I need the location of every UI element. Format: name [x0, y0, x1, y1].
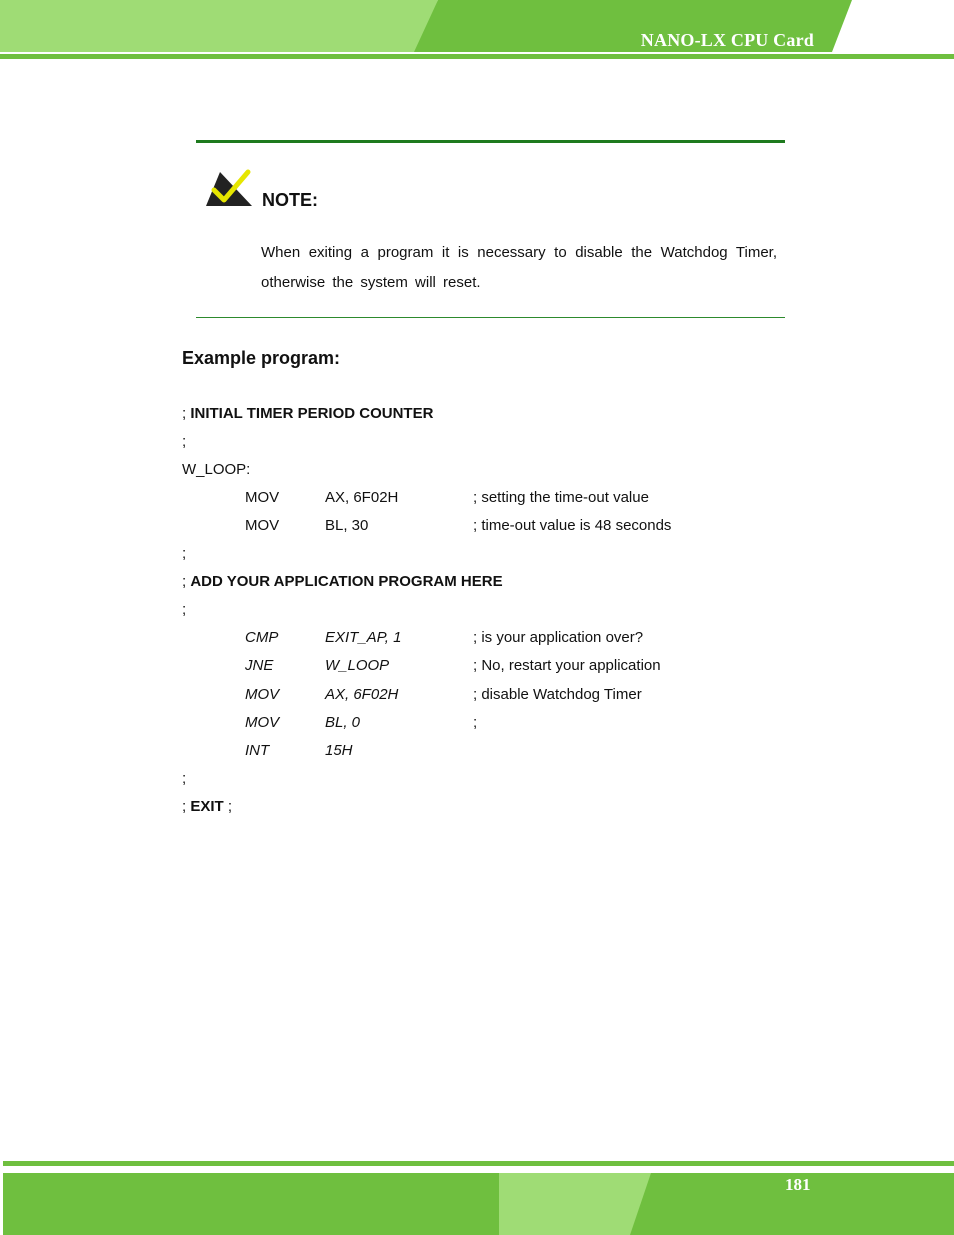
- code-comment: ; setting the time-out value: [473, 489, 649, 506]
- code-separator: ;: [182, 433, 187, 450]
- code-op: MOV: [245, 686, 280, 703]
- note-bottom-rule: [196, 317, 785, 318]
- code-args: EXIT_AP, 1: [325, 629, 402, 646]
- header-rule: [0, 54, 954, 59]
- footer-banner: [3, 1173, 954, 1235]
- code-args: W_LOOP: [325, 657, 390, 674]
- section-heading: Example program:: [182, 348, 341, 368]
- note-label: NOTE:: [262, 190, 318, 210]
- code-comment: ; disable Watchdog Timer: [473, 686, 642, 703]
- code-args: AX, 6F02H: [325, 489, 399, 506]
- checkmark-icon: [204, 168, 254, 208]
- code-args: 15H: [325, 742, 353, 759]
- code-comment: ; No, restart your application: [473, 657, 661, 674]
- code-args: BL, 30: [325, 517, 369, 534]
- code-comment-line: ; INITIAL TIMER PERIOD COUNTER: [182, 405, 434, 422]
- page-number: 181: [785, 1175, 811, 1194]
- code-args: AX, 6F02H: [325, 686, 399, 703]
- code-comment-line: ; ADD YOUR APPLICATION PROGRAM HERE: [182, 573, 503, 590]
- code-separator: ;: [182, 770, 187, 787]
- code-op: INT: [245, 742, 270, 759]
- note-top-rule: [196, 140, 785, 143]
- code-op: MOV: [245, 517, 280, 534]
- code-comment: ; is your application over?: [473, 629, 644, 646]
- code-op: MOV: [245, 489, 280, 506]
- footer-rule: [3, 1161, 954, 1166]
- code-separator: ;: [182, 545, 187, 562]
- document-title: NANO-LX CPU Card: [640, 30, 814, 50]
- note-text: When exiting a program it is necessary to disable the Watchdog Timer, otherwise the system will reset.: [261, 244, 777, 291]
- code-exit-line: ; EXIT ;: [182, 798, 233, 815]
- code-comment: ; time-out value is 48 seconds: [473, 517, 672, 534]
- code-separator: ;: [182, 601, 187, 618]
- code-args: BL, 0: [325, 714, 361, 731]
- code-op: JNE: [245, 657, 274, 674]
- code-label: W_LOOP:: [182, 461, 251, 478]
- code-op: MOV: [245, 714, 280, 731]
- code-op: CMP: [245, 629, 279, 646]
- code-comment: ;: [473, 714, 478, 731]
